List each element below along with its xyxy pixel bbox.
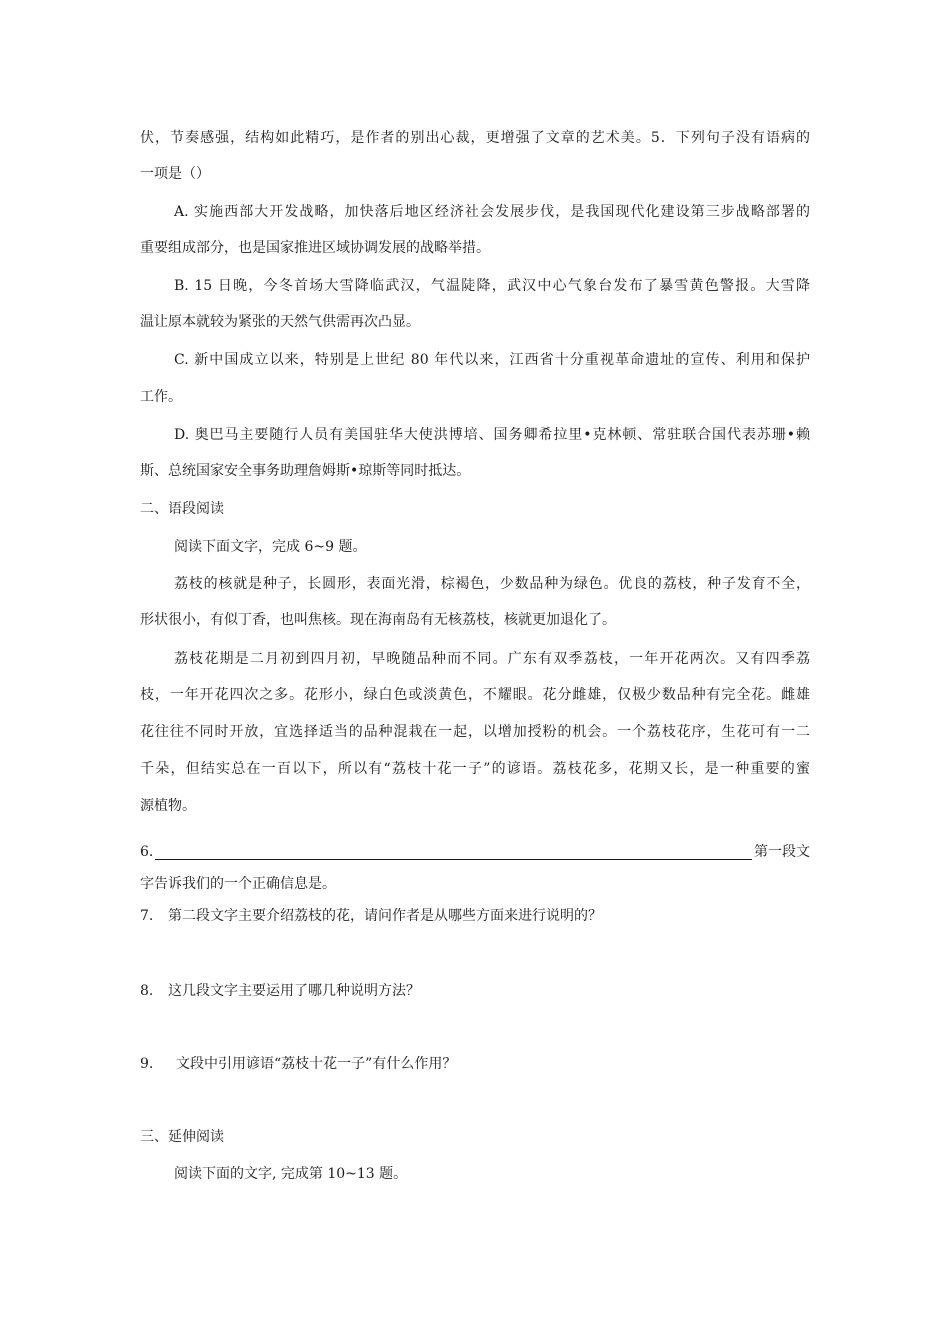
question-7	[140, 906, 602, 926]
question-6-number: 6.	[140, 844, 154, 860]
question-9-text: 文段中引用谚语“荔枝十花一子”有什么作用？	[176, 1056, 457, 1072]
option-a-line-1: A. 实施西部大开发战略，加快落后地区经济社会发展步伐，是我国现代化建设第三步战略部署的	[174, 204, 810, 220]
question-7-text: 第二段文字主要介绍荔枝的花，请问作者是从哪些方面来进行说明的？	[168, 908, 602, 924]
paragraph-1-line-2: 形状很小，有似丁香，也叫焦核。现在海南岛有无核荔枝，核就更加退化了。	[140, 612, 616, 628]
paragraph-2-line-4: 千朵，但结实总在一百以下，所以有“荔枝十花一子”的谚语。荔枝花多，花期又长，是一种重要的蜜	[140, 761, 810, 777]
paragraph-2-line-2: 枝，一年开花四次之多。花形小，绿白色或淡黄色，不耀眼。花分雌雄，仅极少数品种有完全花。雌雄	[140, 687, 810, 703]
question-6-answer-blank[interactable]	[155, 841, 752, 860]
section-2-heading: 二、语段阅读	[140, 501, 224, 517]
question-8-number: 8.	[140, 983, 154, 999]
question-6-text-end: 第一段文	[754, 844, 810, 860]
option-d-line-2: 斯、总统国家安全事务助理詹姆斯•琼斯等同时抵达。	[140, 463, 471, 479]
paragraph-2-line-1: 荔枝花期是二月初到四月初，早晚随品种而不同。广东有双季荔枝，一年开花两次。又有四季荔	[174, 651, 810, 667]
question-9-number: 9.	[140, 1056, 154, 1072]
paragraph-2-line-5: 源植物。	[140, 798, 196, 814]
intro-line-1: 伏，节奏感强，结构如此精巧，是作者的别出心裁，更增强了文章的艺术美。5．下列句子没有语病的	[140, 130, 810, 146]
question-7-number: 7.	[140, 908, 154, 924]
question-6	[140, 840, 810, 862]
question-6-line-2: 字告诉我们的一个正确信息是。	[140, 876, 336, 892]
option-b-line-2: 温让原本就较为紧张的天然气供需再次凸显。	[140, 314, 420, 330]
option-a-line-2: 重要组成部分，也是国家推进区域协调发展的战略举措。	[140, 240, 490, 256]
section-3-instruction: 阅读下面的文字, 完成第 10~13 题。	[174, 1166, 408, 1182]
paragraph-2-line-3: 花往往不同时开放，宜选择适当的品种混栽在一起，以增加授粉的机会。一个荔枝花序，生花可有一二	[140, 724, 810, 740]
question-9	[140, 1054, 456, 1074]
option-c-line-1: C. 新中国成立以来，特别是上世纪 80 年代以来，江西省十分重视革命遗址的宣传、利用和保护	[174, 352, 810, 368]
question-8	[140, 981, 420, 1001]
paragraph-1-line-1: 荔枝的核就是种子，长圆形，表面光滑，棕褐色，少数品种为绿色。优良的荔枝，种子发育不全，	[174, 576, 810, 592]
option-d-line-1: D. 奥巴马主要随行人员有美国驻华大使洪博培、国务卿希拉里•克林顿、常驻联合国代表苏珊•赖	[174, 427, 810, 443]
section-2-instruction: 阅读下面文字，完成 6~9 题。	[174, 539, 367, 555]
section-3-heading: 三、延伸阅读	[140, 1129, 224, 1145]
option-c-line-2: 工作。	[140, 389, 182, 405]
intro-line-2: 一项是（）	[140, 166, 210, 182]
question-8-text: 这几段文字主要运用了哪几种说明方法？	[168, 983, 420, 999]
option-b-line-1: B. 15 日晚，今冬首场大雪降临武汉，气温陡降，武汉中心气象台发布了暴雪黄色警报。大雪降	[174, 278, 810, 294]
